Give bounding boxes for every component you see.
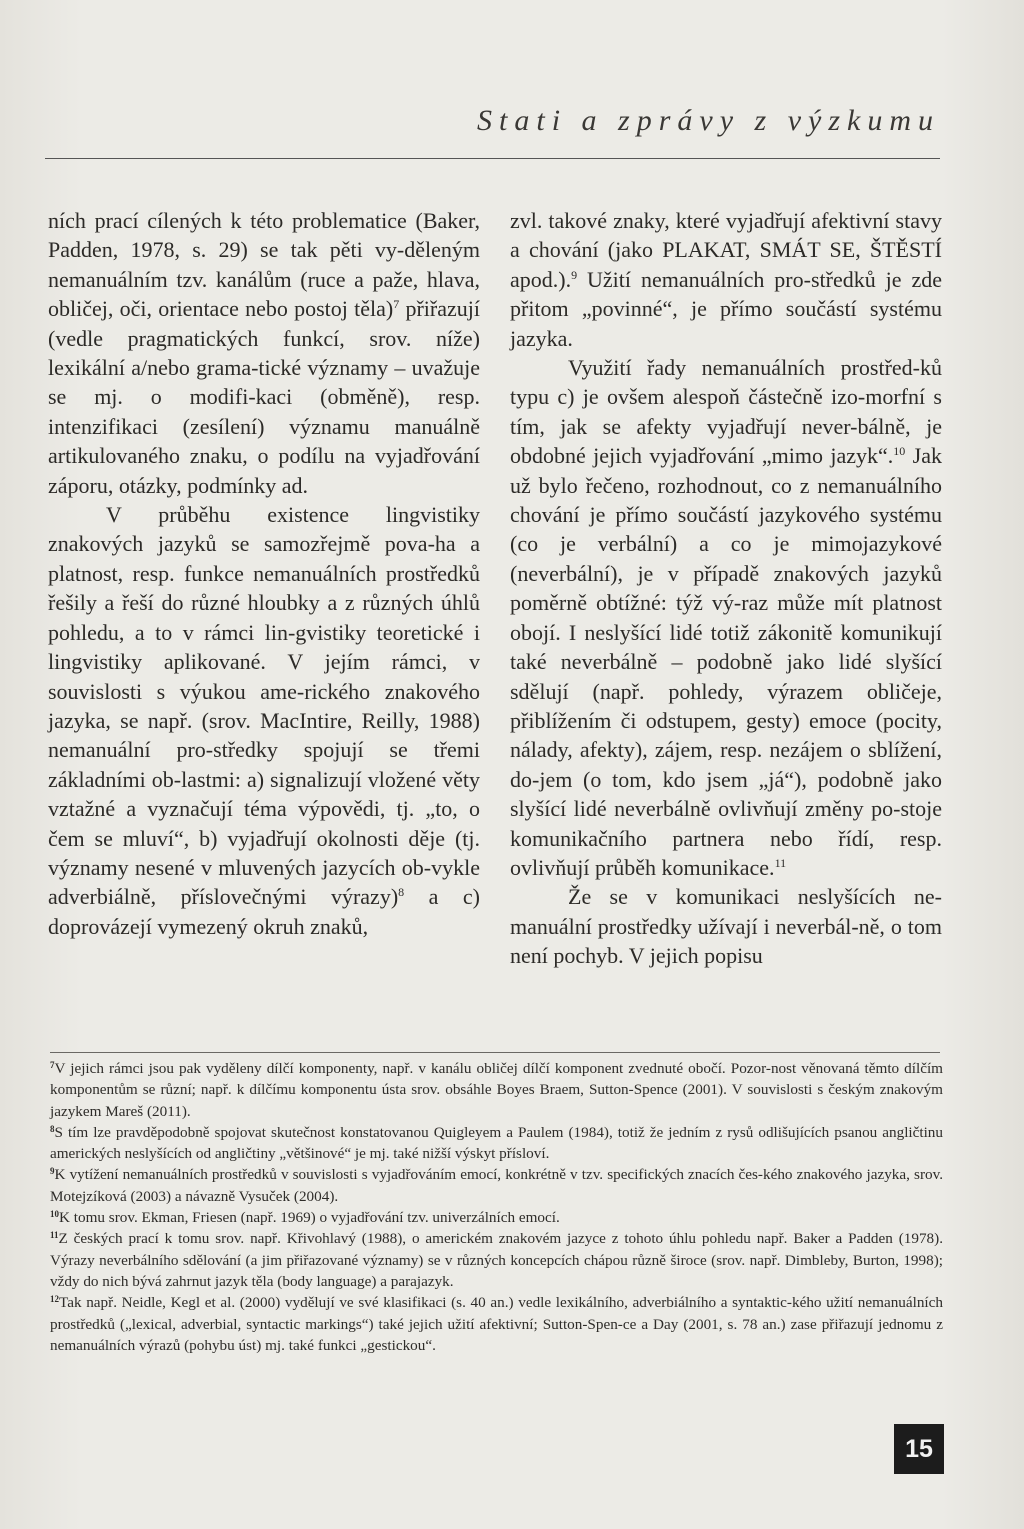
footnote-text: V jejich rámci jsou pak vyděleny dílčí komponenty, např. v kanálu obličej dílčí komponent zvednuté obočí. Pozor-nost věnovaná těmto dílčím komponentům se různí; např. k dílčímu komponentu ústa srov. obsáhle Boyes Braem, Sutton-Spence (2001). V souvislosti s českým znakovým jazykem Mareš (2011). bbox=[50, 1060, 943, 1120]
footnote-number: 9 bbox=[50, 1166, 55, 1177]
left-column bbox=[48, 206, 480, 941]
footnote-7 bbox=[50, 1058, 943, 1122]
footnote-ref-7[interactable]: 7 bbox=[393, 297, 400, 312]
right-p1-text: zvl. takové znaky, které vyjadřují afektivní stavy a chování (jako PLAKAT, SMÁT SE, ŠTĚSTÍ apod.). bbox=[510, 208, 942, 292]
footnote-12 bbox=[50, 1292, 943, 1356]
footnote-ref-9[interactable]: 9 bbox=[571, 267, 578, 282]
footnote-11 bbox=[50, 1228, 943, 1292]
footnote-text: K tomu srov. Ekman, Friesen (např. 1969) o vyjadřování tzv. univerzálních emocí. bbox=[59, 1209, 560, 1227]
running-head: Stati a zprávy z výzkumu bbox=[477, 104, 940, 137]
footnote-text: S tím lze pravděpodobně spojovat skutečnost konstatovanou Quigleyem a Paulem (1984), totiž že jedním z rysů odlišujících psanou angličtinu amerických neslyšících od angličtiny „většinové“ je mj. také nižší výskyt přísloví. bbox=[50, 1123, 943, 1163]
right-column bbox=[510, 206, 942, 971]
right-paragraph-1 bbox=[510, 206, 942, 353]
left-p2-text-cont: a c) doprovázejí vymezený okruh znaků, bbox=[48, 884, 480, 939]
footnote-number: 12 bbox=[50, 1294, 59, 1305]
left-paragraph-2 bbox=[48, 500, 480, 941]
footnote-text: Z českých prací k tomu srov. např. Křivohlavý (1988), o americkém znakovém jazyce z tohoto úhlu pohledu např. Baker a Padden (1978). Výrazy neverbálního sdělování (a jim přiřazované významy) se v různých koncepcích chápou různě široce (srov. např. Dimbleby, Burton, 1998); vždy do nich bývá zahrnut jazyk těla (body language) a parajazyk. bbox=[50, 1230, 943, 1290]
footnote-ref-11[interactable]: 11 bbox=[774, 855, 787, 870]
footnotes bbox=[50, 1058, 943, 1356]
footnote-number: 10 bbox=[50, 1209, 59, 1220]
footnote-10 bbox=[50, 1207, 943, 1228]
footnote-ref-10[interactable]: 10 bbox=[893, 444, 906, 459]
right-p1-text-cont: Užití nemanuálních pro-středků je zde přitom „povinné“, je přímo součástí systému jazyka. bbox=[510, 266, 942, 351]
footnote-text: Tak např. Neidle, Kegl et al. (2000) vydělují ve své klasifikaci (s. 40 an.) vedle lexikálního, adverbiálního a syntaktic-kého užití nemanuálních prostředků („lexical, adverbial, syntactic markings“) také jejich užití afektivní; Sutton-Spen-ce a Day (2001, s. 78 an.) zase přiřazují jednomu z nemanuálních výrazů (pohybu úst) mj. také funkci „gestickou“. bbox=[50, 1294, 943, 1354]
header-rule bbox=[45, 158, 940, 159]
left-p1-text: ních prací cílených k této problematice (Baker, Padden, 1978, s. 29) se tak pěti vy-děleným nemanuálním tzv. kanálům (ruce a paže, hlava, obličej, oči, orientace nebo postoj těla) bbox=[48, 208, 480, 322]
footnote-number: 11 bbox=[50, 1230, 59, 1241]
right-p2-text-cont: Jak už bylo řečeno, rozhodnout, co z nemanuálního chování je přímo součástí jazykového systému (co je verbální) a co je mimojazykové (neverbální), je v případě znakových jazyků poměrně obtížné: týž vý-raz může mít platnost obojí. I neslyšící lidé totiž zákonitě komunikují také neverbálně – podobně jako lidé slyšící sdělují (např. pohledy, výrazem obličeje, přiblížením či odstupem, gesty) emoce (pocity, nálady, afekty), zájem, resp. nezájem o sblížení, do-jem (o tom, kdo jsem „já“), podobně jako slyšící lidé neverbálně ovlivňují změny po-stoje komunikačního partnera nebo řídí, resp. ovlivňují průběh komunikace. bbox=[510, 443, 942, 880]
right-p2-text: Využití řady nemanuálních prostřed-ků typu c) je ovšem alespoň částečně izo-morfní s tím, jak se afekty vyjadřují never-bálně, je obdobné jejich vyjadřování „mimo jazyk“. bbox=[510, 355, 942, 469]
right-paragraph-3 bbox=[510, 882, 942, 970]
left-paragraph-1 bbox=[48, 206, 480, 500]
footnote-number: 8 bbox=[50, 1123, 55, 1134]
right-paragraph-2 bbox=[510, 353, 942, 882]
footnote-ref-8[interactable]: 8 bbox=[398, 885, 405, 900]
footnote-text: K vytížení nemanuálních prostředků v souvislosti s vyjadřováním emocí, konkrétně v tzv. specifických znacích čes-kého znakového jazyka, srov. Motejzíková (2003) a návazně Vysuček (2004). bbox=[50, 1166, 943, 1205]
right-p3-text: Že se v komunikaci neslyšících ne-manuální prostředky užívají i neverbál-ně, o tom není pochyb. V jejich popisu bbox=[510, 884, 942, 969]
footnote-number: 7 bbox=[50, 1060, 55, 1070]
left-p2-text: V průběhu existence lingvistiky znakových jazyků se samozřejmě pova-ha a platnost, resp. funkce nemanuálních prostředků řešily a řeší do různé hloubky a z různých úhlů pohledu, a to v rámci lin-gvistiky teoretické i lingvistiky aplikované. V jejím rámci, v souvislosti s výukou ame-rického znakového jazyka, se např. (srov. MacIntire, Reilly, 1988) nemanuální pro-středky spojují se třemi základními ob-lastmi: a) signalizují vložené věty vztažné a vyznačují téma výpovědi, tj. „to, o čem se mluví“, b) vyjadřují okolnosti děje (tj. významy nesené v mluvených jazycích ob-vykle adverbiálně, příslovečnými výrazy) bbox=[48, 502, 480, 910]
page-number: 15 bbox=[894, 1424, 944, 1474]
footnote-rule bbox=[50, 1052, 940, 1053]
footnote-9 bbox=[50, 1164, 943, 1207]
footnote-8 bbox=[50, 1122, 943, 1165]
left-p1-text-cont: přiřazují (vedle pragmatických funkcí, srov. níže) lexikální a/nebo grama-tické významy – uvažuje se mj. o modifi-kaci (obměně), resp. intenzifikaci (zesílení) významu manuálně artikulovaného znaku, o podílu na vyjadřování záporu, otázky, podmínky ad. bbox=[48, 296, 481, 498]
